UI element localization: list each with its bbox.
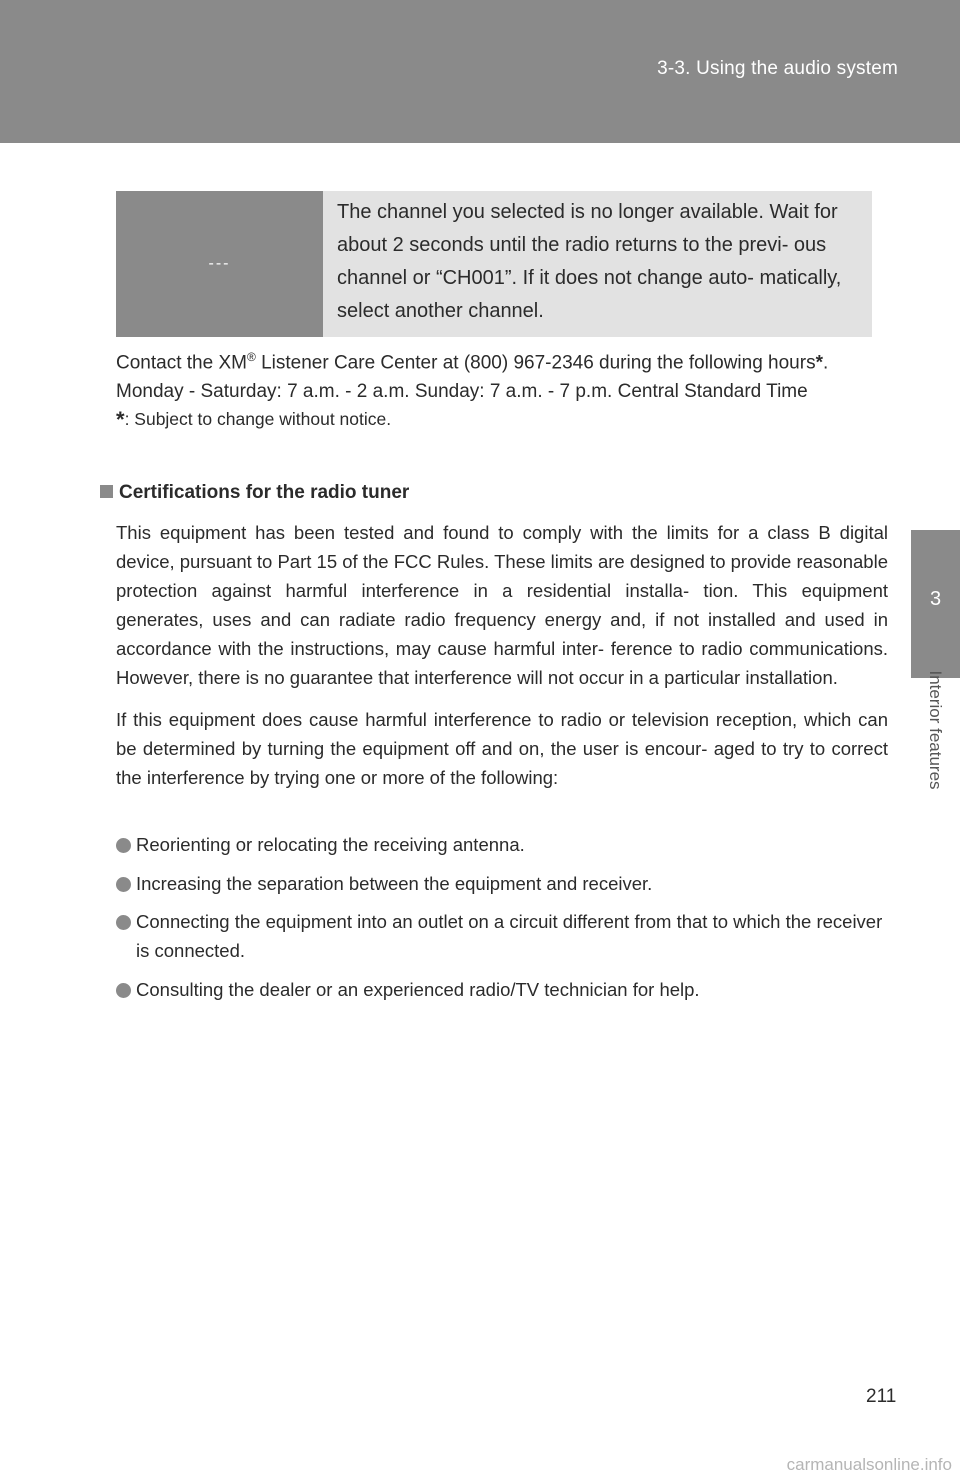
certifications-paragraph-2: If this equipment does cause harmful interference to radio or television reception, which can be determined by turning the equipment off and on, the user is encour- aged to try to correct the interference by trying one or more of the following: <box>116 709 888 788</box>
certifications-paragraph-1: This equipment has been tested and found to comply with the limits for a class B digital device, pursuant to Part 15 of the FCC Rules. These limits are designed to provide reasonable protection against harmful interference in a residential installa- tion. This equipment generates, uses and can radiate radio frequency energy and, if not installed and used in accordance with the instructions, may cause harmful inter- ference to radio communications. However, there is no guarantee that interference will not occur in a particular installation. <box>116 522 888 688</box>
contact-line1-end: . <box>822 352 829 374</box>
chapter-number: 3 <box>929 588 942 610</box>
footnote <box>116 406 888 433</box>
list-item <box>116 869 888 898</box>
list-item-text: Increasing the separation between the equipment and receiver. <box>136 873 653 894</box>
watermark: carmanualsonline.info <box>786 1455 952 1474</box>
circle-bullet-icon <box>116 983 131 998</box>
page-header <box>0 0 960 143</box>
page-number: 211 <box>866 1386 897 1407</box>
list-item <box>116 830 888 859</box>
registered-mark: ® <box>246 350 256 364</box>
list-item-text: Consulting the dealer or an experienced radio/TV technician for help. <box>136 979 700 1000</box>
list-item <box>116 975 888 1004</box>
section-title: 3-3. Using the audio system <box>657 58 898 79</box>
certifications-heading <box>100 482 409 504</box>
contact-line1-post: Listener Care Center at (800) 967-2346 during the following hours <box>255 352 816 374</box>
square-bullet-icon <box>100 485 113 498</box>
circle-bullet-icon <box>116 877 131 892</box>
certifications-heading-text: Certifications for the radio tuner <box>119 482 410 503</box>
contact-text <box>116 343 888 406</box>
chapter-label: Interior features <box>926 670 945 790</box>
message-code-cell: --- <box>116 191 323 337</box>
footnote-asterisk: * <box>116 407 125 433</box>
contact-line1-pre: Contact the XM <box>116 352 247 374</box>
message-table <box>116 191 872 337</box>
list-item <box>116 907 888 965</box>
list-item-text: Connecting the equipment into an outlet on a circuit different from that to which the receiver is connected. <box>136 911 883 961</box>
asterisk-mark: * <box>815 352 823 374</box>
circle-bullet-icon <box>116 838 131 853</box>
list-item-text: Reorienting or relocating the receiving antenna. <box>136 834 525 855</box>
circle-bullet-icon <box>116 915 131 930</box>
contact-hours: Monday - Saturday: 7 a.m. - 2 a.m. Sunday: 7 a.m. - 7 p.m. Central Standard Time <box>116 381 808 403</box>
message-description-cell: The channel you selected is no longer available. Wait for about 2 seconds until the radio returns to the previ- ous channel or “CH001”. If it does not change auto- matically, select another channel. <box>323 191 872 337</box>
footnote-text: : Subject to change without notice. <box>124 409 392 430</box>
contact-block <box>116 343 888 433</box>
